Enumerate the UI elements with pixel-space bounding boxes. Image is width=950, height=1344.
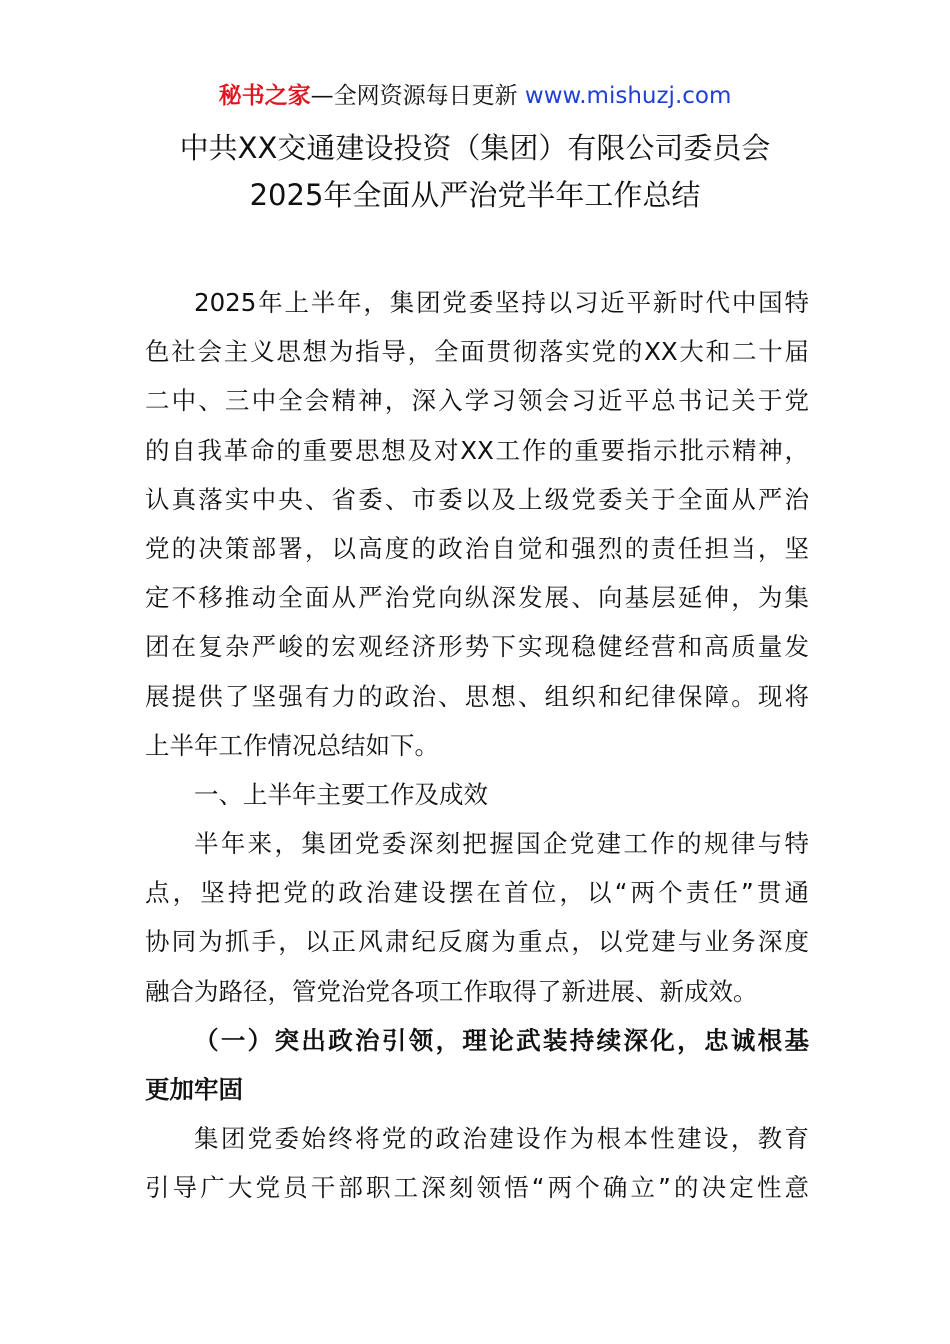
section-heading: 一、上半年主要工作及成效 [194, 779, 488, 809]
body-line: 团在复杂严峻的宏观经济形势下实现稳健经营和高质量发 [145, 632, 809, 662]
site-url[interactable]: www.mishuzj.com [524, 83, 732, 109]
body-line: 党的决策部署，以高度的政治自觉和强烈的责任担当，坚 [145, 533, 809, 563]
body-line: 二中、三中全会精神，深入学习领会习近平总书记关于党 [145, 386, 809, 416]
brand-name: 秘书之家 [218, 83, 311, 109]
body-line: 色社会主义思想为指导，全面贯彻落实党的XX大和二十届 [145, 337, 809, 367]
site-header [0, 80, 950, 112]
body-line: 融合为路径，管党治党各项工作取得了新进展、新成效。 [145, 976, 758, 1006]
body-line: 认真落实中央、省委、市委以及上级党委关于全面从严治 [145, 484, 809, 514]
body-line: 2025年上半年，集团党委坚持以习近平新时代中国特 [194, 288, 809, 317]
body-line: 展提供了坚强有力的政治、思想、组织和纪律保障。现将 [145, 681, 809, 711]
body-line: 半年来，集团党委深刻把握国企党建工作的规律与特 [194, 829, 809, 859]
document-body [145, 278, 809, 1213]
body-line: 点，坚持把党的政治建设摆在首位，以“两个责任”贯通 [145, 878, 809, 908]
subsection-heading: 更加牢固 [145, 1075, 243, 1104]
subsection-heading: （一）突出政治引领，理论武装持续深化，忠诚根基 [194, 1025, 809, 1055]
document-title-line-2: 2025年全面从严治党半年工作总结 [249, 178, 701, 212]
body-line: 定不移推动全面从严治党向纵深发展、向基层延伸，为集 [145, 583, 809, 613]
body-line: 集团党委始终将党的政治建设作为根本性建设，教育 [194, 1124, 809, 1154]
document-title-line-1: 中共XX交通建设投资（集团）有限公司委员会 [179, 131, 771, 165]
body-line: 引导广大党员干部职工深刻领悟“两个确立”的决定性意 [145, 1173, 809, 1203]
header-tagline: —全网资源每日更新 [310, 83, 525, 109]
body-line: 上半年工作情况总结如下。 [145, 730, 439, 760]
body-line: 的自我革命的重要思想及对XX工作的重要指示批示精神， [145, 435, 809, 465]
body-line: 协同为抓手，以正风肃纪反腐为重点，以党建与业务深度 [145, 927, 809, 957]
